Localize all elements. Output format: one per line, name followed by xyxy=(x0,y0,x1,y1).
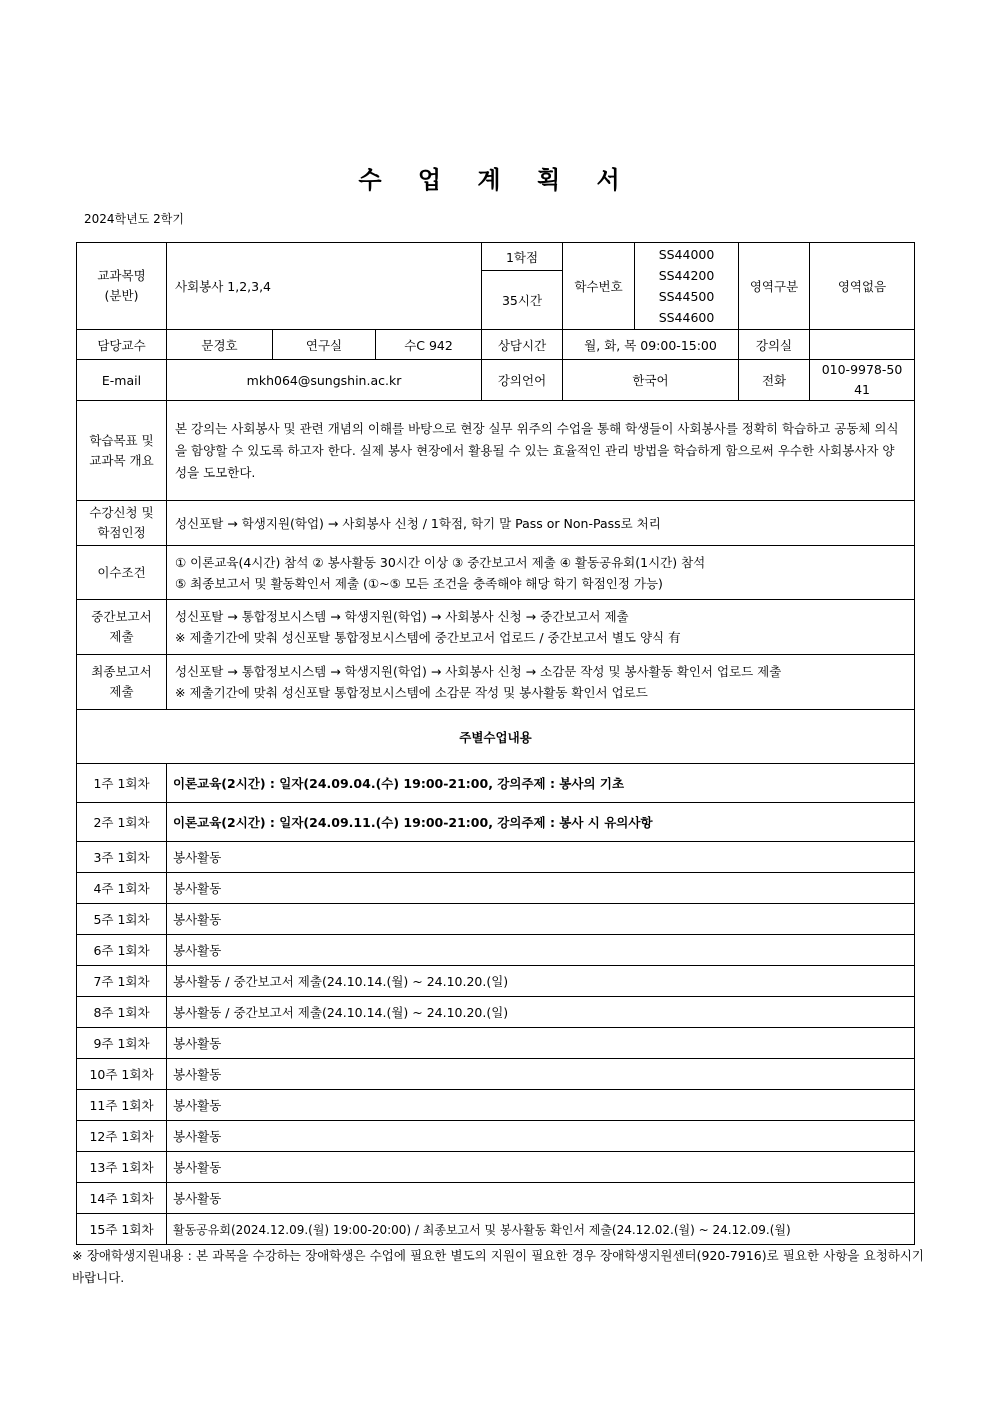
week-label: 11주 1회차 xyxy=(77,1090,167,1121)
week-label: 14주 1회차 xyxy=(77,1183,167,1214)
week-label: 4주 1회차 xyxy=(77,873,167,904)
classroom-label: 강의실 xyxy=(739,330,810,360)
requirements-line: ① 이론교육(4시간) 참석 ② 봉사활동 30시간 이상 ③ 중간보고서 제출 ④ 활동공유회(1시간) 참석 xyxy=(175,554,706,570)
weekly-header: 주별수업내용 xyxy=(77,710,915,764)
week-label: 5주 1회차 xyxy=(77,904,167,935)
week-label: 3주 1회차 xyxy=(77,842,167,873)
week-label: 6주 1회차 xyxy=(77,935,167,966)
phone-value: 010-9978-50 41 xyxy=(810,360,915,401)
classroom-value xyxy=(810,330,915,360)
course-name-label: 교과목명 (분반) xyxy=(77,243,167,330)
week-content: 봉사활동 xyxy=(167,1028,915,1059)
week-content: 봉사활동 xyxy=(167,1183,915,1214)
page-title: 수 업 계 획 서 xyxy=(358,166,634,194)
professor-value: 문경호 xyxy=(167,330,273,360)
hours-value: 35시간 xyxy=(482,271,563,330)
final-report-text xyxy=(167,655,915,710)
table-row xyxy=(77,873,915,904)
requirements-line: ⑤ 최종보고서 및 활동확인서 제출 (①~⑤ 모든 조건을 충족해야 해당 학기 학점인정 가능) xyxy=(175,575,663,591)
office-hours-label: 상담시간 xyxy=(482,330,563,360)
table-row xyxy=(77,935,915,966)
table-row xyxy=(77,904,915,935)
week-content: 봉사활동 xyxy=(167,1152,915,1183)
week-content: 이론교육(2시간) : 일자(24.09.04.(수) 19:00-21:00, 강의주제 : 봉사의 기초 xyxy=(167,764,915,803)
course-code-list xyxy=(635,243,739,330)
office-label: 연구실 xyxy=(273,330,376,360)
table-row xyxy=(77,1090,915,1121)
office-hours-value: 월, 화, 목 09:00-15:00 xyxy=(563,330,739,360)
final-report-line: 성신포탈 → 통합정보시스템 → 학생지원(학업) → 사회봉사 신청 → 소감문 작성 및 봉사활동 확인서 업로드 제출 xyxy=(175,664,782,679)
midterm-report-line: 성신포탈 → 통합정보시스템 → 학생지원(학업) → 사회봉사 신청 → 중간보고서 제출 xyxy=(175,609,629,624)
week-content: 봉사활동 / 중간보고서 제출(24.10.14.(월) ~ 24.10.20.(일) xyxy=(167,966,915,997)
week-label: 7주 1회차 xyxy=(77,966,167,997)
week-content: 봉사활동 xyxy=(167,935,915,966)
table-row xyxy=(77,842,915,873)
course-code: SS44600 xyxy=(658,310,715,325)
language-label: 강의언어 xyxy=(482,360,563,401)
credits-value: 1학점 xyxy=(482,243,563,271)
week-label: 13주 1회차 xyxy=(77,1152,167,1183)
language-value: 한국어 xyxy=(563,360,739,401)
area-type-value: 영역없음 xyxy=(810,243,915,330)
week-label: 12주 1회차 xyxy=(77,1121,167,1152)
table-row xyxy=(77,997,915,1028)
week-label: 1주 1회차 xyxy=(77,764,167,803)
final-report-label: 최종보고서 제출 xyxy=(77,655,167,710)
week-content: 봉사활동 xyxy=(167,842,915,873)
objectives-label: 학습목표 및 교과목 개요 xyxy=(77,401,167,501)
table-row xyxy=(77,1028,915,1059)
semester-label: 2024학년도 2학기 xyxy=(84,212,184,226)
objectives-text: 본 강의는 사회봉사 및 관련 개념의 이해를 바탕으로 현장 실무 위주의 수업을 통해 학생들이 사회봉사를 정확히 학습하고 공동체 의식을 함양할 수 있도록 하고자 한다. 실제 봉사 현장에서 활용될 수 있는 효율적인 관리 방법을 학습하게 함으로써 우수한 사회봉사자 양성을 도모한다. xyxy=(167,401,915,501)
table-row xyxy=(77,1121,915,1152)
table-row xyxy=(77,1152,915,1183)
course-code: SS44500 xyxy=(658,289,715,304)
week-content: 봉사활동 xyxy=(167,873,915,904)
week-content: 봉사활동 / 중간보고서 제출(24.10.14.(월) ~ 24.10.20.(일) xyxy=(167,997,915,1028)
registration-text: 성신포탈 → 학생지원(학업) → 사회봉사 신청 / 1학점, 학기 말 Pass or Non-Pass로 처리 xyxy=(167,501,915,546)
phone-label: 전화 xyxy=(739,360,810,401)
week-content: 봉사활동 xyxy=(167,1121,915,1152)
week-content: 이론교육(2시간) : 일자(24.09.11.(수) 19:00-21:00, 강의주제 : 봉사 시 유의사항 xyxy=(167,803,915,842)
week-label: 8주 1회차 xyxy=(77,997,167,1028)
requirements-text xyxy=(167,546,915,600)
office-value: 수C 942 xyxy=(376,330,482,360)
midterm-report-line: ※ 제출기간에 맞춰 성신포탈 통합정보시스템에 중간보고서 업로드 / 중간보고서 별도 양식 有 xyxy=(175,630,681,645)
course-name-value: 사회봉사 1,2,3,4 xyxy=(167,243,482,330)
week-content: 봉사활동 xyxy=(167,904,915,935)
table-row xyxy=(77,803,915,842)
table-row xyxy=(77,1214,915,1245)
table-row xyxy=(77,1059,915,1090)
week-content: 봉사활동 xyxy=(167,1090,915,1121)
week-content: 활동공유회(2024.12.09.(월) 19:00-20:00) / 최종보고서 및 봉사활동 확인서 제출(24.12.02.(월) ~ 24.12.09.(월) xyxy=(167,1214,915,1245)
course-code: SS44000 xyxy=(658,247,715,262)
course-code: SS44200 xyxy=(658,268,715,283)
table-row xyxy=(77,764,915,803)
footnote: ※ 장애학생지원내용 : 본 과목을 수강하는 장애학생은 수업에 필요한 별도의 지원이 필요한 경우 장애학생지원센터(920-7916)로 필요한 사항을 요청하시기 바랍니다. xyxy=(72,1248,924,1285)
midterm-report-text xyxy=(167,600,915,655)
course-code-label: 학수번호 xyxy=(563,243,635,330)
midterm-report-label: 중간보고서 제출 xyxy=(77,600,167,655)
registration-label: 수강신청 및 학점인정 xyxy=(77,501,167,546)
week-label: 10주 1회차 xyxy=(77,1059,167,1090)
syllabus-table xyxy=(76,242,915,1245)
area-type-label: 영역구분 xyxy=(739,243,810,330)
week-label: 2주 1회차 xyxy=(77,803,167,842)
table-row xyxy=(77,1183,915,1214)
email-value: mkh064@sungshin.ac.kr xyxy=(167,360,482,401)
table-row xyxy=(77,966,915,997)
week-label: 15주 1회차 xyxy=(77,1214,167,1245)
requirements-label: 이수조건 xyxy=(77,546,167,600)
week-content: 봉사활동 xyxy=(167,1059,915,1090)
week-label: 9주 1회차 xyxy=(77,1028,167,1059)
email-label: E-mail xyxy=(77,360,167,401)
professor-label: 담당교수 xyxy=(77,330,167,360)
final-report-line: ※ 제출기간에 맞춰 성신포탈 통합정보시스템에 소감문 작성 및 봉사활동 확인서 업로드 xyxy=(175,685,648,700)
